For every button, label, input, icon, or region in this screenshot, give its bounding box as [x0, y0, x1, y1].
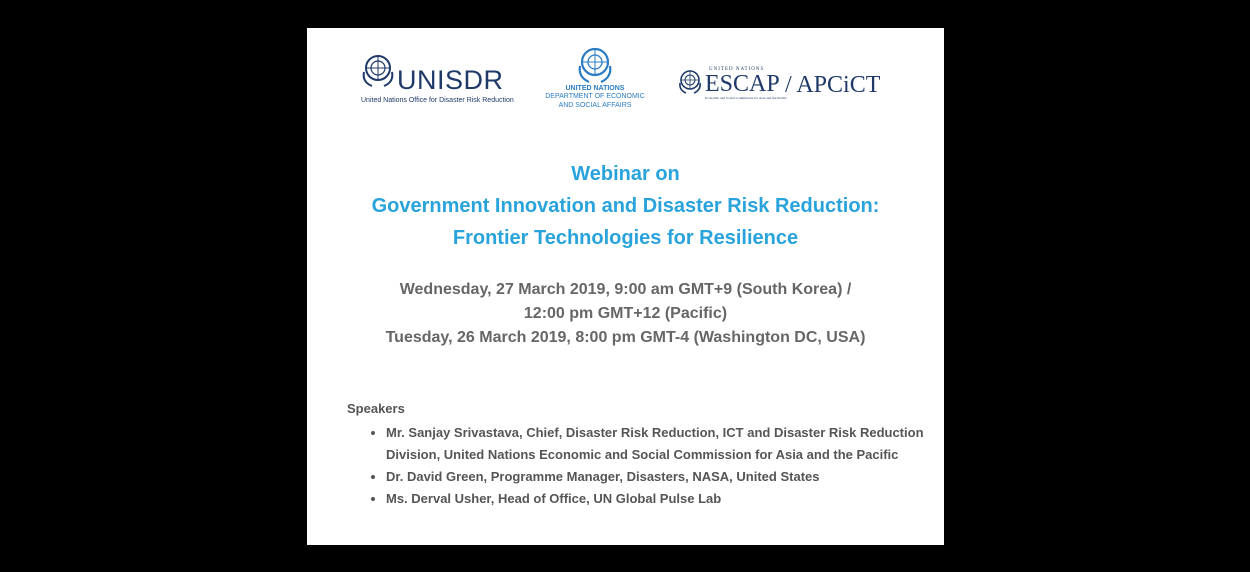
- speaker-item: • Mr. Sanjay Srivastava, Chief, Disaster Risk Reduction, ICT and Disaster Risk Reduction Division, United Nations Economic and Social Commission for Asia and the Pacific: [386, 422, 944, 466]
- un-emblem-icon: [360, 50, 396, 90]
- schedule-line-1: Wednesday, 27 March 2019, 9:00 am GMT+9 (South Korea) /: [399, 281, 852, 298]
- speakers-list: [347, 422, 944, 510]
- speakers-heading: Speakers: [347, 401, 405, 416]
- flyer-page: [307, 28, 944, 545]
- schedule-line-3: Tuesday, 26 March 2019, 8:00 pm GMT-4 (Washington DC, USA): [385, 329, 866, 346]
- undesa-logo: [535, 44, 655, 114]
- unisdr-subtitle: United Nations Office for Disaster Risk Reduction: [361, 97, 514, 104]
- unisdr-logo: [360, 50, 514, 110]
- schedule-line-2: 12:00 pm GMT+12 (Pacific): [523, 305, 728, 322]
- title-line-2: Government Innovation and Disaster Risk Reduction:: [371, 195, 880, 217]
- undesa-line2: DEPARTMENT OF ECONOMIC: [545, 93, 645, 100]
- undesa-line1: UNITED NATIONS: [565, 85, 625, 92]
- escap-un-line: UNITED NATIONS: [709, 67, 765, 72]
- webinar-schedule: [307, 278, 944, 350]
- title-line-3: Frontier Technologies for Resilience: [452, 227, 799, 249]
- webinar-title: [307, 158, 944, 254]
- un-emblem-icon: [677, 68, 703, 94]
- apcict-wordmark: / APCiCT: [785, 72, 881, 98]
- escap-wordmark: ESCAP: [705, 71, 780, 97]
- partner-logos: [307, 44, 944, 144]
- speaker-item: • Dr. David Green, Programme Manager, Disasters, NASA, United States: [386, 466, 944, 488]
- un-emblem-icon: [573, 44, 617, 84]
- escap-apcict-logo: [677, 66, 917, 106]
- escap-subtitle: Economic and Social Commission for Asia and the Pacific: [705, 96, 788, 100]
- unisdr-wordmark: UNISDR: [397, 65, 504, 95]
- speaker-item: • Ms. Derval Usher, Head of Office, UN Global Pulse Lab: [386, 488, 944, 510]
- title-line-1: Webinar on: [571, 163, 680, 185]
- undesa-line3: AND SOCIAL AFFAIRS: [558, 102, 632, 109]
